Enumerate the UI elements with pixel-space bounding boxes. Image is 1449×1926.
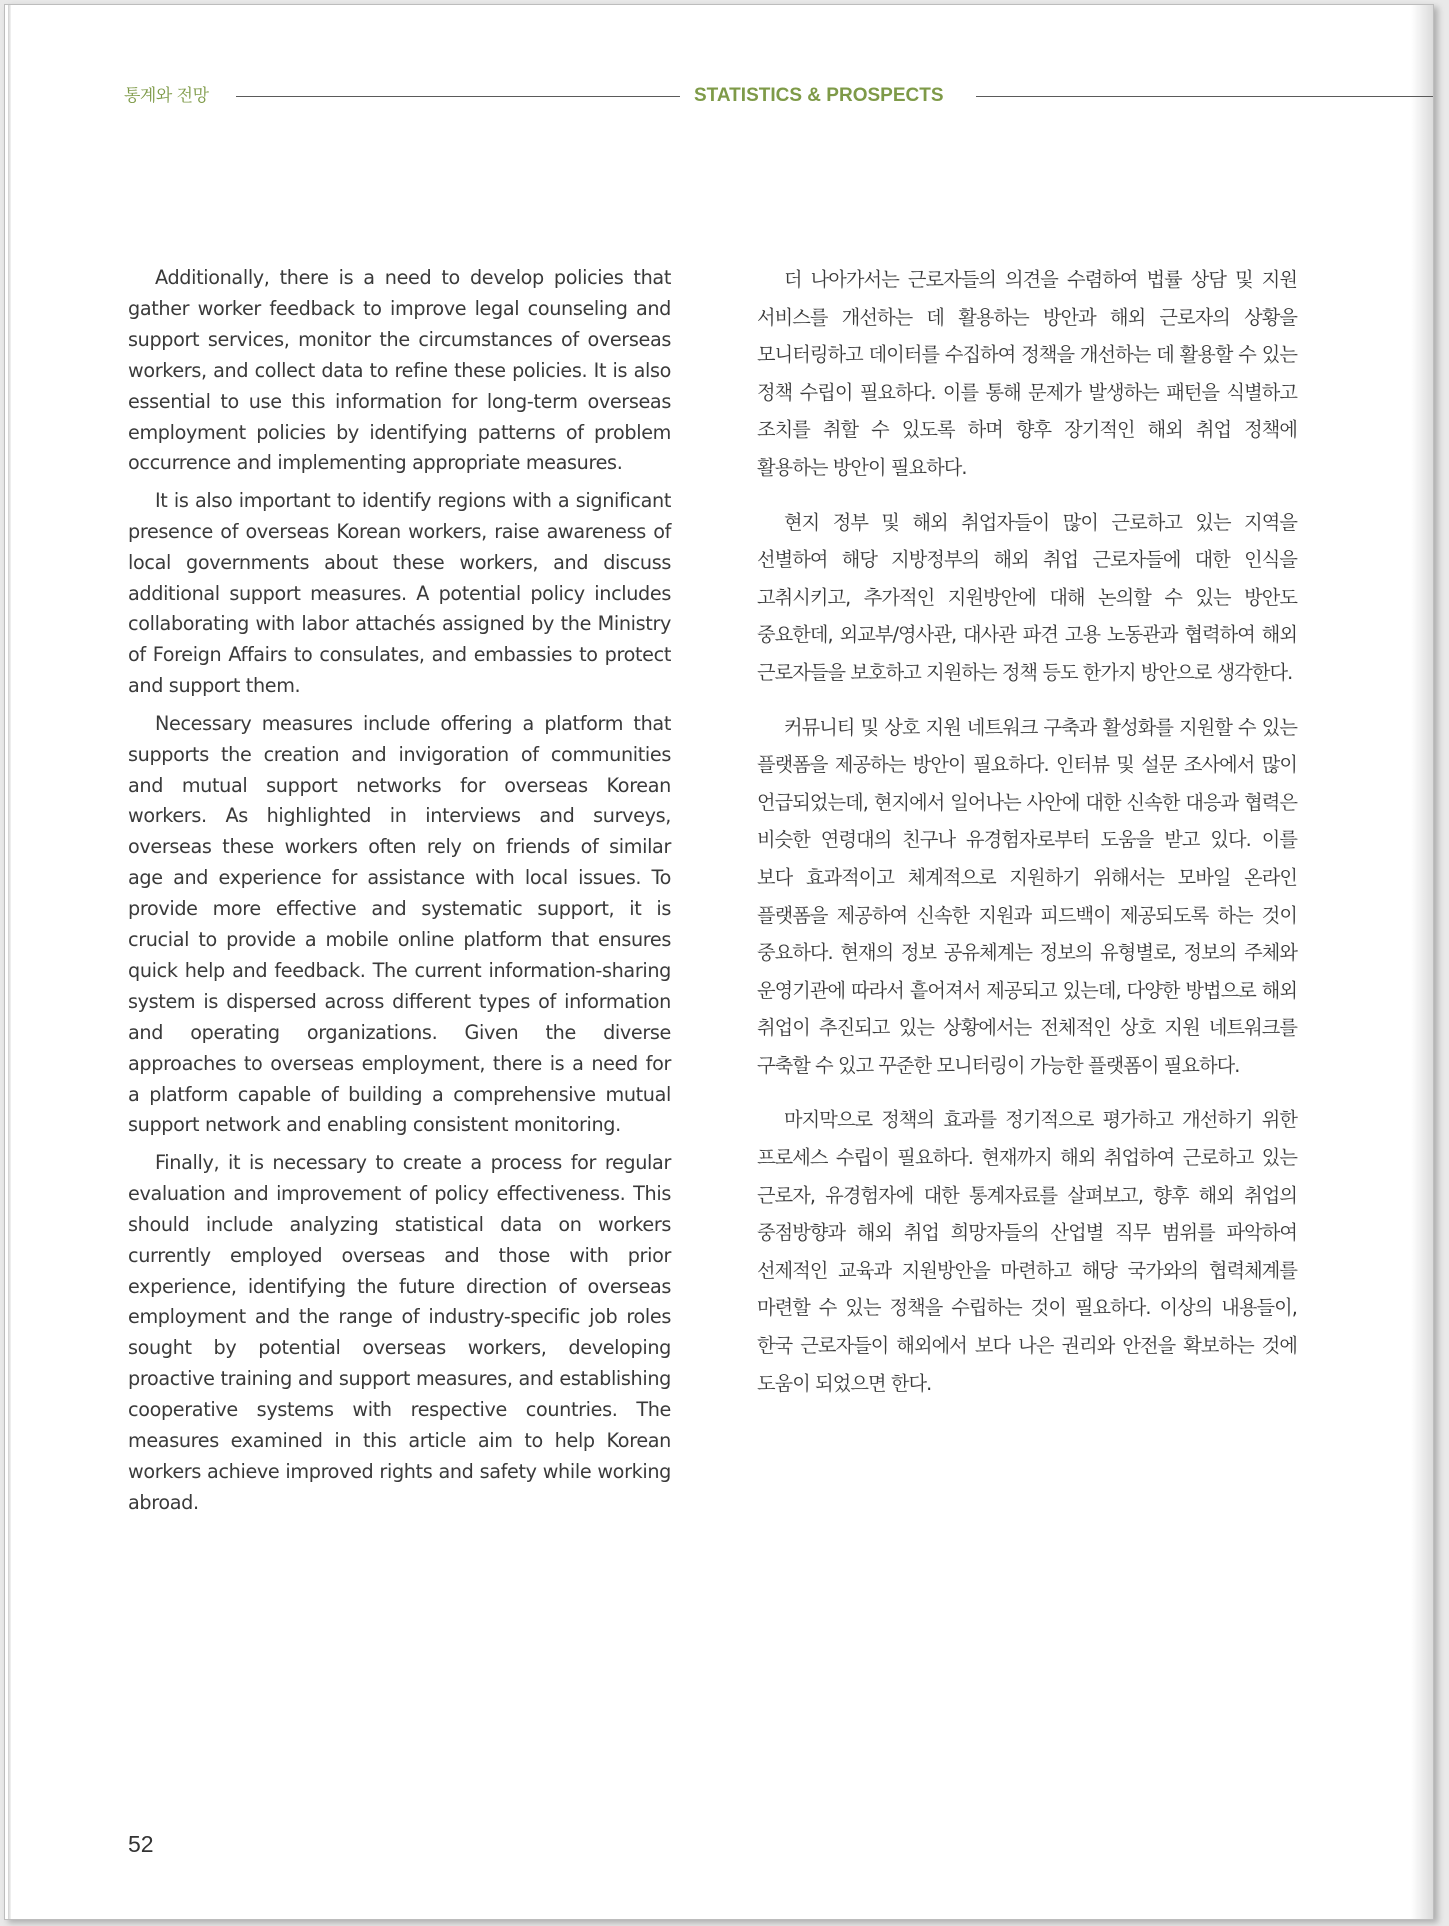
korean-paragraph-1: 더 나아가서는 근로자들의 의견을 수렴하여 법률 상담 및 지원 서비스를 개선하는 데 활용하는 방안과 해외 근로자의 상황을 모니터링하고 데이터를 수집하여 정책을 개선하는 데 활용할 수 있는 정책 수립이 필요하다. 이를 통해 문제가 발생하는 패턴을 식별하고 조치를 취할 수 있도록 하며 향후 장기적인 해외 취업 정책에 활용하는 방안이 필요하다.	[757, 268, 1297, 479]
english-paragraph-4: Finally, it is necessary to create a process for regular evaluation and improvement of policy effectiveness. This should include analyzing statistical data on workers currently employed overseas and those with prior experience, identifying the future direction of overseas employment and the range of industry-specific job roles sought by potential overseas workers, developing proactive training and support measures, and establishing cooperative systems with respective countries. The measures examined in this article aim to help Korean workers achieve improved rights and safety while working abroad.	[128, 1150, 671, 1514]
english-column	[128, 263, 671, 1525]
document-page	[4, 4, 1434, 1920]
korean-column	[757, 261, 1297, 1419]
korean-paragraph-2: 현지 정부 및 해외 취업자들이 많이 근로하고 있는 지역을 선별하여 해당 지방정부의 해외 취업 근로자들에 대한 인식을 고취시키고, 추가적인 지원방안에 대해 논의할 수 있는 방안도 중요한데, 외교부/영사관, 대사관 파견 고용 노동관과 협력하여 해외 근로자들을 보호하고 지원하는 정책 등도 한가지 방안으로 생각한다.	[757, 510, 1297, 684]
header-rule-left	[236, 96, 680, 97]
header-rule-right	[976, 96, 1434, 97]
page-number: 52	[128, 1831, 154, 1857]
header-english-title: STATISTICS & PROSPECTS	[694, 85, 944, 106]
english-paragraph-2: It is also important to identify regions with a significant presence of overseas Korean workers, raise awareness of local governments about these workers, and discuss additional support measures. A potential policy includes collaborating with labor attachés assigned by the Ministry of Foreign Affairs to consulates, and embassies to protect and support them.	[128, 488, 671, 698]
english-paragraph-3: Necessary measures include offering a platform that supports the creation and invigoration of communities and mutual support networks for overseas Korean workers. As highlighted in interviews and surveys, overseas these workers often rely on friends of similar age and experience for assistance with local issues. To provide more effective and systematic support, it is crucial to provide a mobile online platform that ensures quick help and feedback. The current information-sharing system is dispersed across different types of information and operating organizations. Given the diverse approaches to overseas employment, there is a need for a platform capable of building a comprehensive mutual support network and enabling consistent monitoring.	[128, 711, 671, 1137]
korean-paragraph-3: 커뮤니티 및 상호 지원 네트워크 구축과 활성화를 지원할 수 있는 플랫폼을 제공하는 방안이 필요하다. 인터뷰 및 설문 조사에서 많이 언급되었는데, 현지에서 일어나는 사안에 대한 신속한 대응과 협력은 비슷한 연령대의 친구나 유경험자로부터 도움을 받고 있다. 이를 보다 효과적이고 체계적으로 지원하기 위해서는 모바일 온라인 플랫폼을 제공하여 신속한 지원과 피드백이 제공되도록 하는 것이 중요하다. 현재의 정보 공유체계는 정보의 유형별로, 정보의 주체와 운영기관에 따라서 흩어져서 제공되고 있는데, 다양한 방법으로 해외 취업이 추진되고 있는 상황에서는 전체적인 상호 지원 네트워크를 구축할 수 있고 꾸준한 모니터링이 가능한 플랫폼이 필요하다.	[757, 715, 1297, 1077]
page-edge	[8, 5, 11, 1919]
binding-shadow	[1411, 5, 1433, 1919]
running-header	[124, 83, 1433, 109]
korean-paragraph-4: 마지막으로 정책의 효과를 정기적으로 평가하고 개선하기 위한 프로세스 수립이 필요하다. 현재까지 해외 취업하여 근로하고 있는 근로자, 유경험자에 대한 통계자료를 살펴보고, 향후 해외 취업의 중점방향과 해외 취업 희망자들의 산업별 직무 범위를 파악하여 선제적인 교육과 지원방안을 마련하고 해당 국가와의 협력체계를 마련할 수 있는 정책을 수립하는 것이 필요하다. 이상의 내용들이, 한국 근로자들이 해외에서 보다 나은 권리와 안전을 확보하는 것에 도움이 되었으면 한다.	[757, 1108, 1297, 1395]
english-paragraph-1: Additionally, there is a need to develop policies that gather worker feedback to improve legal counseling and support services, monitor the circumstances of overseas workers, and collect data to refine these policies. It is also essential to use this information for long-term overseas employment policies by identifying patterns of problem occurrence and implementing appropriate measures.	[128, 266, 671, 475]
header-korean-title: 통계와 전망	[124, 86, 209, 106]
